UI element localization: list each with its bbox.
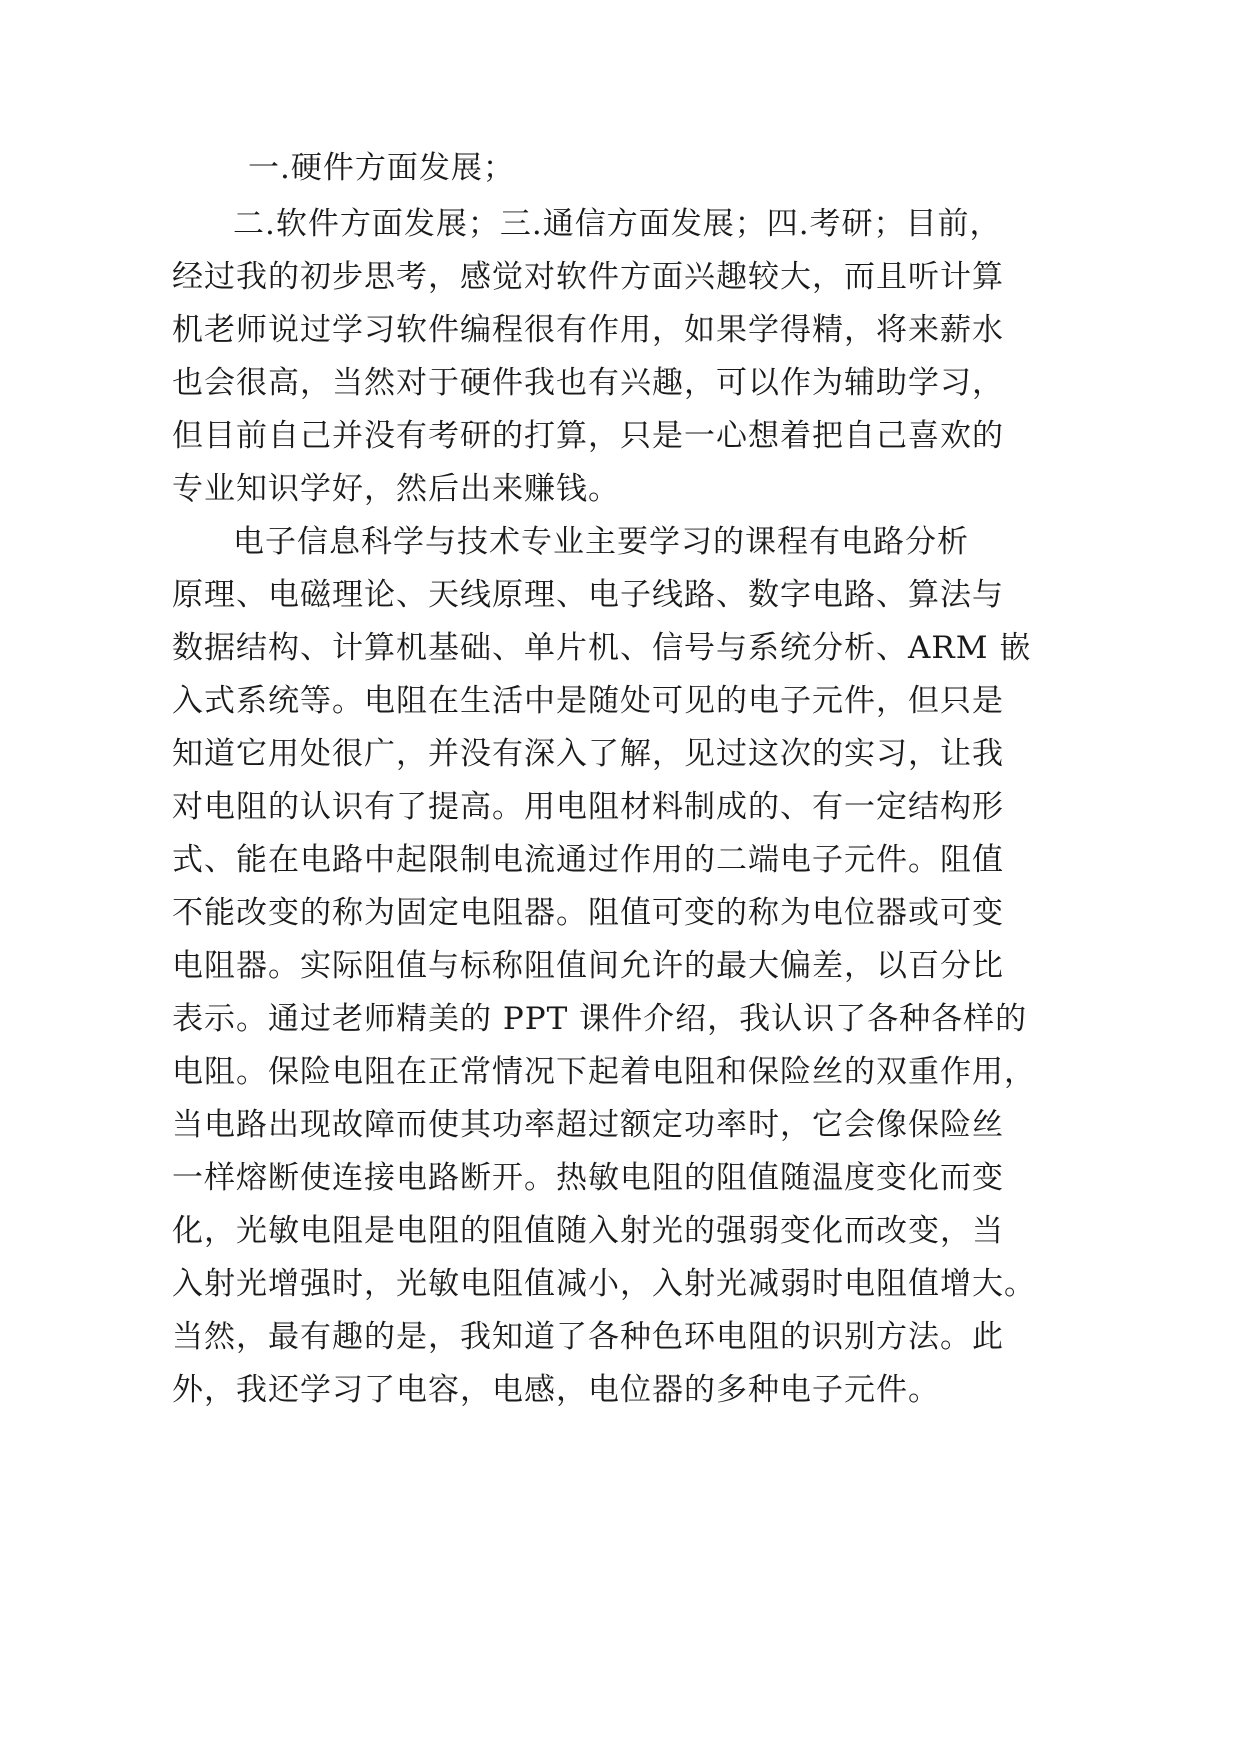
text-line: 数据结构、计算机基础、单片机、信号与系统分析、ARM 嵌 [172,630,1032,666]
text-line: 一样熔断使连接电路断开。热敏电阻的阻值随温度变化而变 [172,1160,1004,1196]
text-line: 原理、电磁理论、天线原理、电子线路、数字电路、算法与 [172,577,1004,613]
text-line: 化，光敏电阻是电阻的阻值随入射光的强弱变化而改变，当 [172,1213,1004,1249]
text-line: 外，我还学习了电容，电感，电位器的多种电子元件。 [172,1372,940,1408]
text-line: 电阻器。实际阻值与标称阻值间允许的最大偏差，以百分比 [172,948,1004,984]
text-line: 专业知识学好，然后出来赚钱。 [172,471,620,507]
text-line: 机老师说过学习软件编程很有作用，如果学得精，将来薪水 [172,312,1004,348]
text-line: 电子信息科学与技术专业主要学习的课程有电路分析 [233,524,969,560]
text-line: 二.软件方面发展；三.通信方面发展；四.考研；目前， [233,206,1002,242]
text-line: 也会很高，当然对于硬件我也有兴趣，可以作为辅助学习， [172,365,1004,401]
text-line: 电阻。保险电阻在正常情况下起着电阻和保险丝的双重作用， [172,1054,1036,1090]
text-line: 式、能在电路中起限制电流通过作用的二端电子元件。阻值 [172,842,1004,878]
text-line: 不能改变的称为固定电阻器。阻值可变的称为电位器或可变 [172,895,1004,931]
text-line: 表示。通过老师精美的 PPT 课件介绍，我认识了各种各样的 [172,1001,1028,1037]
text-line: 一.硬件方面发展； [248,150,515,186]
text-line: 对电阻的认识有了提高。用电阻材料制成的、有一定结构形 [172,789,1004,825]
text-line: 当电路出现故障而使其功率超过额定功率时，它会像保险丝 [172,1107,1004,1143]
text-line: 入射光增强时，光敏电阻值减小，入射光减弱时电阻值增大。 [172,1266,1036,1302]
text-line: 经过我的初步思考，感觉对软件方面兴趣较大，而且听计算 [172,259,1004,295]
text-line: 知道它用处很广，并没有深入了解，见过这次的实习，让我 [172,736,1004,772]
text-line: 但目前自己并没有考研的打算，只是一心想着把自己喜欢的 [172,418,1004,454]
text-line: 当然，最有趣的是，我知道了各种色环电阻的识别方法。此 [172,1319,1004,1355]
text-line: 入式系统等。电阻在生活中是随处可见的电子元件，但只是 [172,683,1004,719]
